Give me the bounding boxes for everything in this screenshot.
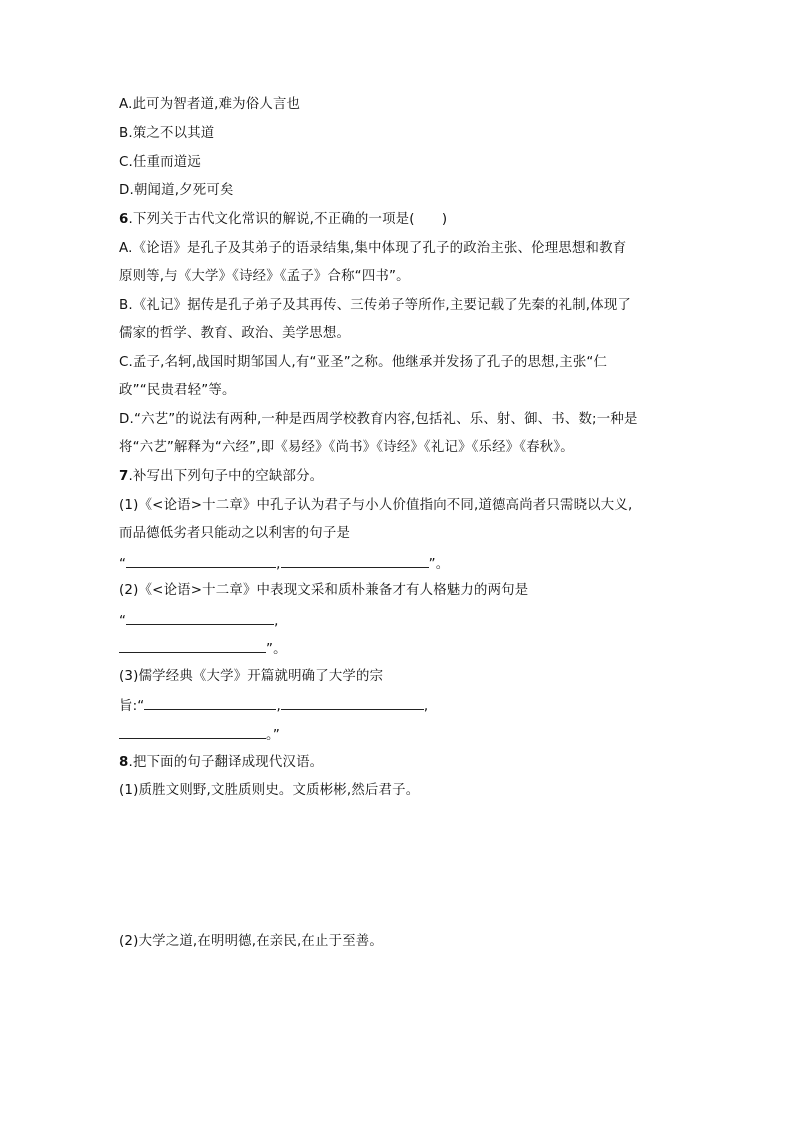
q7-part1-line2: 而品德低劣者只能动之以利害的句子是 <box>119 526 351 541</box>
q6-option-c-line2: 政”“民贵君轻”等。 <box>119 383 236 398</box>
q7-part3-answer-line1: 旨:“ , , <box>119 695 428 717</box>
q7-part1-line1: (1)《<论语>十二章》中孔子认为君子与小人价值指向不同,道德高尚者只需晓以大义, <box>119 498 633 513</box>
blank-4[interactable] <box>119 638 266 653</box>
q7-stem <box>119 467 323 487</box>
q8-sentence-1: (1)质胜文则野,文胜质则史。文质彬彬,然后君子。 <box>119 783 420 798</box>
q6-stem <box>119 210 447 230</box>
q6-option-b-line2: 儒家的哲学、教育、政治、美学思想。 <box>119 326 351 341</box>
q8-stem-text: .把下面的句子翻译成现代汉语。 <box>128 755 324 770</box>
q6-number: 6 <box>119 212 129 227</box>
q5-option-d: D.朝闻道,夕死可矣 <box>119 183 234 198</box>
blank-7[interactable] <box>119 724 266 739</box>
q7-number: 7 <box>119 469 129 484</box>
q6-option-a-line2: 原则等,与《大学》《诗经》《孟子》合称“四书”。 <box>119 269 410 284</box>
q5-option-c: C.任重而道远 <box>119 155 201 170</box>
q7-part2-answer-line2: ”。 <box>119 638 287 660</box>
q6-option-d-line2: 将“六艺”解释为“六经”,即《易经》《尚书》《诗经》《礼记》《乐经》《春秋》。 <box>119 440 574 455</box>
q6-option-d-line1: D.“六艺”的说法有两种,一种是西周学校教育内容,包括礼、乐、射、御、书、数;一种是 <box>119 412 638 427</box>
q6-stem-text: .下列关于古代文化常识的解说,不正确的一项是( ) <box>128 212 448 227</box>
q5-option-a: A.此可为智者道,难为俗人言也 <box>119 97 301 112</box>
q8-stem <box>119 753 323 773</box>
q6-option-a-line1: A.《论语》是孔子及其弟子的语录结集,集中体现了孔子的政治主张、伦理思想和教育 <box>119 241 627 256</box>
q8-number: 8 <box>119 755 129 770</box>
q7-part3-line1: (3)儒学经典《大学》开篇就明确了大学的宗 <box>119 669 384 684</box>
blank-3[interactable] <box>126 610 274 625</box>
blank-5[interactable] <box>144 695 276 710</box>
q7-stem-text: .补写出下列句子中的空缺部分。 <box>128 469 324 484</box>
blank-2[interactable] <box>281 553 429 568</box>
q7-part2-answer-line1: “ , <box>119 610 279 632</box>
q7-part2-line1: (2)《<论语>十二章》中表现文采和质朴兼备才有人格魅力的两句是 <box>119 583 529 598</box>
blank-1[interactable] <box>126 553 276 568</box>
q5-option-b: B.策之不以其道 <box>119 126 215 141</box>
q6-option-c-line1: C.孟子,名轲,战国时期邹国人,有“亚圣”之称。他继承并发扬了孔子的思想,主张“仁 <box>119 355 608 370</box>
q6-option-b-line1: B.《礼记》据传是孔子弟子及其再传、三传弟子等所作,主要记载了先秦的礼制,体现了 <box>119 298 632 313</box>
q7-part3-answer-line2: 。” <box>119 724 280 746</box>
q7-part1-answer: “ , ”。 <box>119 553 449 575</box>
blank-6[interactable] <box>281 695 424 710</box>
q8-sentence-2: (2)大学之道,在明明德,在亲民,在止于至善。 <box>119 934 383 949</box>
